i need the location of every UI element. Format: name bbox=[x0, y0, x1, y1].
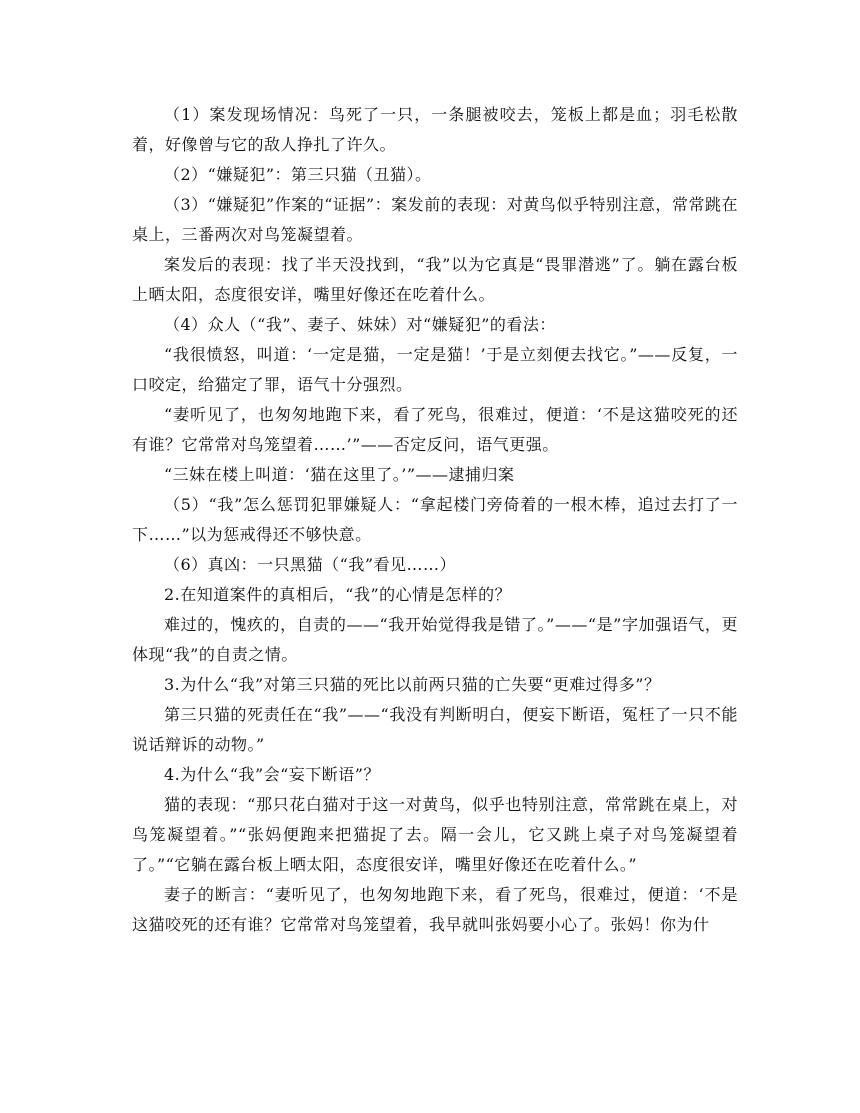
paragraph-real-culprit: （6）真凶：一只黑猫（“我”看见……） bbox=[164, 555, 457, 574]
document-body bbox=[132, 100, 738, 940]
paragraph-opinion-sister: “三妹在楼上叫道：‘猫在这里了。’”——逮捕归案 bbox=[164, 465, 515, 484]
paragraph-punishment: （5）“我”怎么惩罚犯罪嫌疑人：“拿起楼门旁倚着的一根木棒，追过去打了一下……”以为惩戒得还不够快意。 bbox=[132, 495, 738, 544]
question-4: 4.为什么“我”会“妄下断语”？ bbox=[164, 765, 380, 784]
paragraph-crime-scene: （1）案发现场情况：鸟死了一只，一条腿被咬去，笼板上都是血；羽毛松散着，好像曾与它的敌人挣扎了许久。 bbox=[132, 105, 738, 154]
paragraph-opinions-heading: （4）众人（“我”、妻子、妹妹）对“嫌疑犯”的看法： bbox=[164, 315, 556, 334]
paragraph-suspect: （2）“嫌疑犯”：第三只猫（丑猫）。 bbox=[164, 165, 432, 184]
question-2: 2.在知道案件的真相后，“我”的心情是怎样的？ bbox=[164, 585, 512, 604]
paragraph-evidence-before: （3）“嫌疑犯”作案的“证据”：案发前的表现：对黄鸟似乎特别注意，常常跳在桌上，三番两次对鸟笼凝望着。 bbox=[132, 195, 738, 244]
paragraph-opinion-wife: “妻听见了，也匆匆地跑下来，看了死鸟，很难过，便道：‘不是这猫咬死的还有谁？它常常对鸟笼望着……’”——否定反问，语气更强。 bbox=[132, 405, 738, 454]
paragraph-opinion-me: “我很愤怒，叫道：‘一定是猫，一定是猫！’于是立刻便去找它。”——反复，一口咬定，给猫定了罪，语气十分强烈。 bbox=[132, 345, 738, 394]
answer-2: 难过的，愧疚的，自责的——“我开始觉得我是错了。”——“是”字加强语气，更体现“我”的自责之情。 bbox=[132, 615, 738, 664]
answer-4-wife-assertion: 妻子的断言：“妻听见了，也匆匆地跑下来，看了死鸟，很难过，便道：‘不是这猫咬死的还有谁？它常常对鸟笼望着，我早就叫张妈要小心了。张妈！你为什 bbox=[132, 885, 738, 934]
question-3: 3.为什么“我”对第三只猫的死比以前两只猫的亡失要“更难过得多”？ bbox=[164, 675, 661, 694]
answer-4-cat-behavior: 猫的表现：“那只花白猫对于这一对黄鸟，似乎也特别注意，常常跳在桌上，对鸟笼凝望着。”“张妈便跑来把猫捉了去。隔一会儿，它又跳上桌子对鸟笼凝望着了。”“它躺在露台板上晒太阳，态度很安详，嘴里好像还在吃着什么。” bbox=[132, 795, 738, 874]
paragraph-evidence-after: 案发后的表现：找了半天没找到，“我”以为它真是“畏罪潜逃”了。躺在露台板上晒太阳，态度很安详，嘴里好像还在吃着什么。 bbox=[132, 255, 738, 304]
answer-3: 第三只猫的死责任在“我”——“我没有判断明白，便妄下断语，冤枉了一只不能说话辩诉的动物。” bbox=[132, 705, 738, 754]
